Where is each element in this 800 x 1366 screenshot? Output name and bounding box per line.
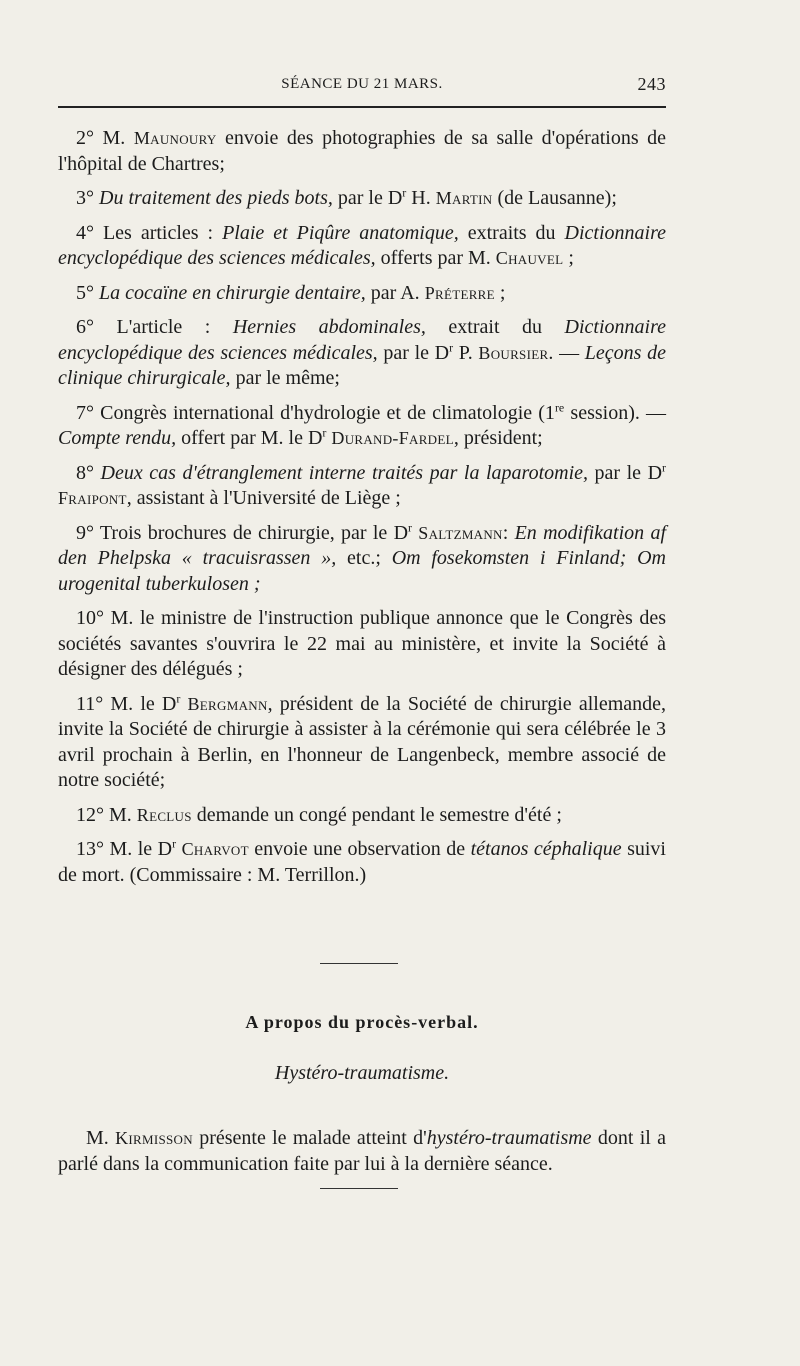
person-name: Saltzmann — [418, 522, 503, 543]
person-name: Préterre — [424, 282, 495, 303]
list-item: 9° Trois brochures de chirurgie, par le $D^r$ Saltzmann: En modifikation af den Phelpska « tracuisrassen », etc.; Om fosekomsten i Finland; Om urogenital tuberkulosen ; — [58, 519, 666, 595]
list-item: 11° M. le $D^r$ Bergmann, président de la Société de chirurgie allemande, invite la Société de chirurgie à assister à la cérémonie qui sera célébrée le 3 avril prochain à Berlin, en l'honneur de Langenbeck, membre associé de notre société; — [58, 690, 667, 791]
list-item: 4° Les articles : Plaie et Piqûre anatomique, extraits du Dictionnaire encyclopédique des sciences médicales, offerts par M. Chauvel ; — [58, 221, 666, 269]
person-name: Maunoury — [133, 128, 217, 148]
person-name: Boursier — [478, 342, 549, 363]
list-item: 13° M. le $D^r$ Charvot envoie une observation de tétanos céphalique suivi de mort. (Commissaire : M. Terrillon.) — [58, 836, 666, 886]
person-name: Kirmisson — [115, 1128, 193, 1148]
header-rule — [58, 106, 666, 108]
work-title: Dictionnaire encyclopédique des sciences médicales, — [58, 316, 666, 364]
header-title: SÉANCE DU 21 MARS. — [281, 76, 443, 92]
work-title: Plaie et Piqûre anatomique, — [222, 221, 459, 244]
end-separator — [320, 1188, 398, 1189]
page-number: 243 — [637, 74, 666, 94]
work-title: Compte rendu, — [58, 427, 177, 449]
list-item: 5° La cocaïne en chirurgie dentaire, par A. Préterre ; — [76, 281, 506, 304]
list-item: 6° L'article : Hernies abdominales, extrait du Dictionnaire encyclopédique des sciences médicales, par le $D^r$ P. Boursier. — Leçons de clinique chirurgicale, par le même; — [58, 316, 666, 389]
list-item: 8° Deux cas d'étranglement interne traités par la laparotomie, par le $D^r$ Fraipont, assistant à l'Université de Liège ; — [58, 459, 667, 509]
section-title: A propos du procès-verbal. — [245, 1012, 479, 1032]
work-title: Du traitement des pieds bots, — [99, 187, 333, 209]
list-item: 2° M. Maunoury envoie des photographies de sa salle d'opérations de l'hôpital de Chartres; — [58, 127, 667, 175]
term: hystéro-traumatisme — [426, 1127, 592, 1149]
closing-paragraph: M. Kirmisson présente le malade atteint d'hystéro-traumatisme dont il a parlé dans la communication faite par lui à la dernière séance. — [58, 1127, 666, 1175]
work-title: En modifikation af den Phelpska « tracuisrassen », — [58, 521, 666, 569]
section-subtitle: Hystéro-traumatisme. — [274, 1062, 450, 1084]
list-item: 10° M. le ministre de l'instruction publique annonce que le Congrès des sociétés savantes s'ouvrira le 22 mai au ministère, et invite la Société à désigner des délégués ; — [58, 607, 666, 680]
list-item: 7° Congrès international d'hydrologie et de climatologie (1re session). — Compte rendu, offert par M. le $D^r$ Durand-Fardel, président; — [58, 399, 666, 449]
work-title: Dictionnaire encyclopédique des sciences médicales, — [58, 221, 666, 269]
person-name: Durand-Fardel — [331, 428, 454, 448]
work-title: Deux cas d'étranglement interne traités par la laparotomie, — [100, 461, 589, 484]
person-name: Reclus — [136, 804, 192, 825]
work-title: tétanos céphalique — [470, 838, 622, 860]
person-name: Martin — [435, 188, 493, 208]
work-title: Om fosekomsten i Finland; Om urogenital tuberkulosen ; — [58, 547, 666, 595]
person-name: Fraipont — [58, 488, 127, 508]
section-separator — [320, 963, 398, 964]
running-header — [58, 76, 666, 100]
list-item: 12° M. Reclus demande un congé pendant le semestre d'été ; — [76, 803, 562, 826]
person-name: Bergmann — [187, 693, 268, 714]
work-title: Hernies abdominales, — [232, 316, 426, 338]
list-item: 3° Du traitement des pieds bots, par le $D^r$ H. Martin (de Lausanne); — [76, 185, 617, 209]
item-list — [58, 126, 666, 897]
work-title: Leçons de clinique chirurgicale, — [58, 341, 666, 389]
work-title: La cocaïne en chirurgie dentaire, — [99, 281, 366, 304]
person-name: Chauvel — [495, 248, 564, 268]
person-name: Charvot — [181, 839, 249, 859]
